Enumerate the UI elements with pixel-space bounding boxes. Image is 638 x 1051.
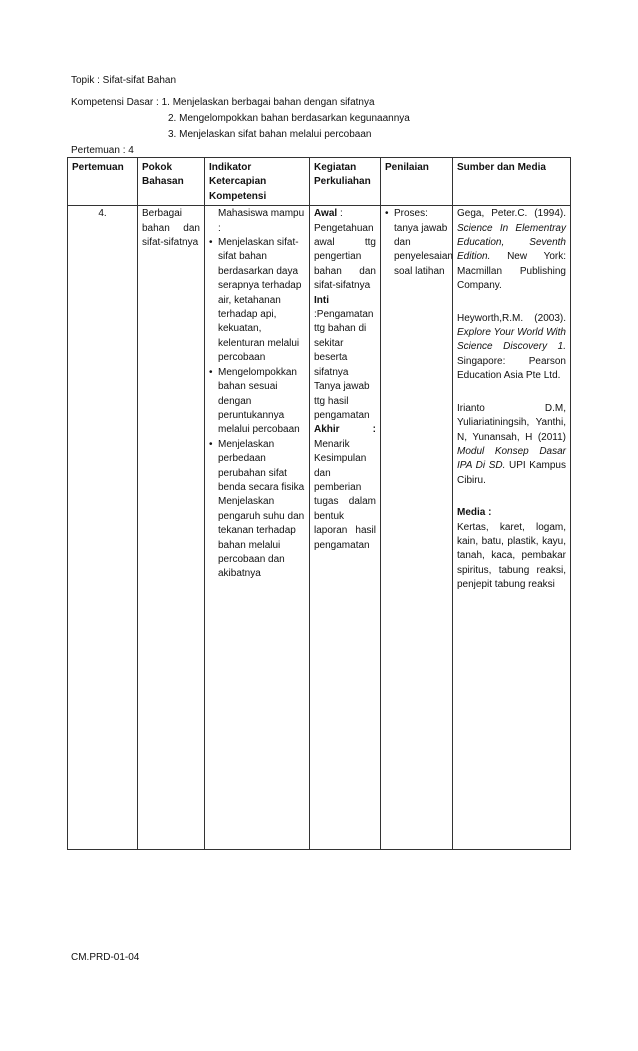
indicator-item: • Mengelompokkan bahan sesuai dengan peruntukannya melalui percobaan [209, 366, 305, 438]
cell-sources [453, 206, 571, 850]
source-1-author: Gega, Peter.C. (1994). [457, 208, 566, 220]
source-3-publisher: UPI Kampus Cibiru. [457, 460, 566, 486]
activity-awal-sep: : [337, 208, 343, 220]
competency-line-2: 2. Mengelompokkan bahan berdasarkan kegunaannya [168, 113, 410, 124]
source-2 [457, 312, 566, 384]
source-2-author: Heyworth,R.M. (2003). [457, 312, 566, 324]
activity-akhir-text: Menarik Kesimpulan dan pemberian tugas dalam bentuk laporan hasil pengamatan [314, 438, 376, 551]
cell-activity [310, 206, 381, 850]
media-text: Kertas, karet, logam, kain, batu, plastik, kayu, tanah, kaca, pembakar spiritus, tabung reaksi, penjepit tabung reaksi [457, 521, 566, 591]
topic-text: Berbagai bahan dan sifat-sifatnya [142, 208, 200, 249]
table-row [68, 206, 571, 850]
activity-awal-text: Pengetahuan awal ttg pengertian bahan dan sifat-sifatnya [314, 222, 376, 292]
header-sources: Sumber dan Media [453, 158, 571, 206]
header-assessment: Penilaian [381, 158, 453, 206]
header-activity: Kegiatan Perkuliahan [310, 158, 381, 206]
header-meeting: Pertemuan [68, 158, 138, 206]
activity-akhir-label: Akhir [314, 424, 340, 436]
activity-inti-label: Inti [314, 294, 329, 306]
lesson-plan-table [67, 157, 571, 850]
cell-meeting-number: 4. [68, 206, 138, 850]
table-header-row [68, 158, 571, 206]
indicator-item: • Menjelaskan perbedaan perubahan sifat benda secara fisika [209, 438, 305, 496]
source-3-author: Irianto D.M, Yuliariatiningsih, Yanthi, N, Yunansah, H (2011) [457, 402, 566, 443]
cell-assessment [381, 206, 453, 850]
source-2-title: Explore Your World With Science Discovery 1. [457, 327, 566, 353]
competency-line-1: Kompetensi Dasar : 1. Menjelaskan berbagai bahan dengan sifatnya [71, 97, 375, 108]
cell-topic [138, 206, 205, 850]
source-3-title: Modul Konsep Dasar IPA Di SD. [457, 445, 566, 472]
topic-line: Topik : Sifat-sifat Bahan [71, 75, 177, 86]
cell-indicators [205, 206, 310, 850]
competency-line-3: 3. Menjelaskan sifat bahan melalui percobaan [168, 129, 372, 140]
activity-akhir-sep: : [372, 424, 376, 436]
header-topic: Pokok Bahasan [138, 158, 205, 206]
source-1-title: Science In Elementray Education, Seventh Edition. [457, 222, 566, 263]
media-label: Media : [457, 507, 492, 519]
source-1-publisher: New York: Macmillan Publishing Company. [457, 251, 567, 292]
activity-awal-label: Awal [314, 208, 338, 220]
source-3 [457, 402, 566, 488]
header-indicator: Indikator Ketercapian Kompetensi [205, 158, 310, 206]
footer-code: CM.PRD-01-04 [71, 952, 140, 963]
source-2-publisher: Singapore: Pearson Education Asia Pte Ltd. [457, 355, 566, 382]
indicator-extra: Menjelaskan pengaruh suhu dan tekanan terhadap bahan melalui percobaan dan akibatnya [218, 496, 305, 580]
meeting-line: Pertemuan : 4 [71, 145, 134, 156]
source-1 [457, 207, 566, 293]
indicator-item: • Menjelaskan sifat-sifat bahan berdasarkan daya serapnya terhadap air, ketahanan terhadap api, kekuatan, kelenturan melalui percobaan [209, 236, 305, 366]
assessment-item: • Proses: tanya jawab dan penyelesaian soal latihan [385, 207, 448, 279]
activity-inti-text: :Pengamatan ttg bahan di sekitar beserta sifatnya Tanya jawab ttg hasil pengamatan [314, 309, 374, 421]
indicator-intro: Mahasiswa mampu : [218, 208, 305, 234]
